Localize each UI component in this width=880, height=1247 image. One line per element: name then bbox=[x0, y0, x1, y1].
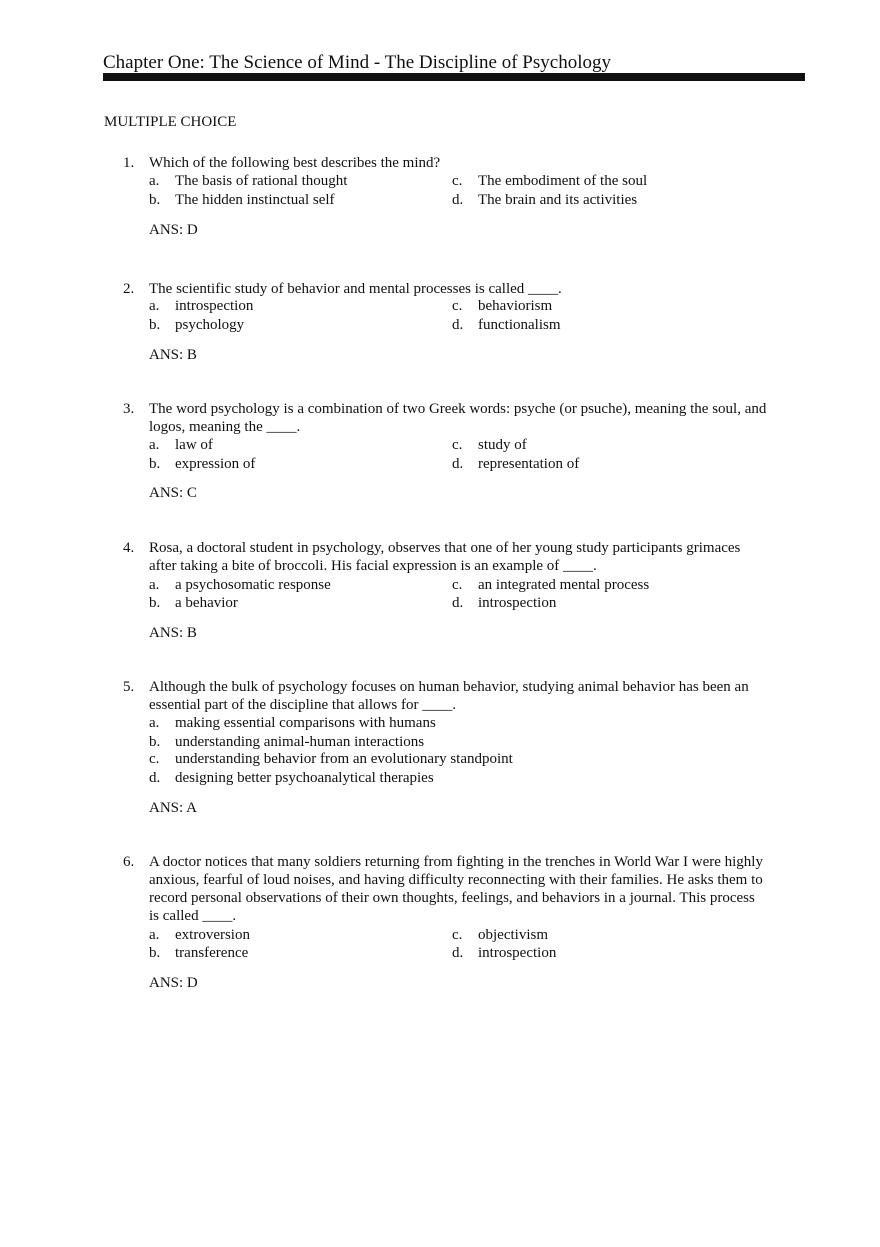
question-text-line: A doctor notices that many soldiers returning from fighting in the trenches in World War I were highly bbox=[149, 854, 763, 870]
answer-key: ANS: A bbox=[149, 800, 197, 816]
option-letter: b. bbox=[149, 317, 161, 333]
option-letter: b. bbox=[149, 595, 161, 611]
option-text: law of bbox=[175, 437, 213, 453]
question-text bbox=[149, 853, 809, 925]
option-letter: d. bbox=[452, 456, 464, 472]
option-text: expression of bbox=[175, 456, 256, 472]
option-letter: c. bbox=[452, 577, 463, 593]
option-letter: a. bbox=[149, 437, 160, 453]
answer-key: ANS: B bbox=[149, 625, 197, 641]
question-number: 5. bbox=[123, 679, 135, 695]
option-text: transference bbox=[175, 945, 249, 961]
option-text: understanding animal-human interactions bbox=[175, 734, 425, 750]
option-text: functionalism bbox=[478, 317, 561, 333]
option-text: extroversion bbox=[175, 927, 250, 943]
question-text-line: after taking a bite of broccoli. His facial expression is an example of ____. bbox=[149, 558, 597, 574]
answer-key: ANS: B bbox=[149, 347, 197, 363]
option-text: behaviorism bbox=[478, 298, 553, 314]
option-text: making essential comparisons with humans bbox=[175, 715, 436, 731]
header-rule bbox=[103, 73, 805, 81]
option-letter: b. bbox=[149, 456, 161, 472]
answer-key: ANS: D bbox=[149, 222, 198, 238]
question-text-line: Although the bulk of psychology focuses on human behavior, studying animal behavior has been an bbox=[149, 679, 749, 695]
question-text bbox=[149, 539, 809, 575]
option-letter: d. bbox=[149, 770, 161, 786]
option-letter: b. bbox=[149, 945, 161, 961]
section-heading: MULTIPLE CHOICE bbox=[104, 114, 237, 130]
question-text-line: The scientific study of behavior and mental processes is called ____. bbox=[149, 281, 562, 297]
option-letter: a. bbox=[149, 715, 160, 731]
option-text: The basis of rational thought bbox=[175, 173, 348, 189]
option-text: representation of bbox=[478, 456, 580, 472]
question-number: 3. bbox=[123, 401, 135, 417]
option-letter: c. bbox=[452, 927, 463, 943]
option-text: an integrated mental process bbox=[478, 577, 650, 593]
option-text: understanding behavior from an evolutionary standpoint bbox=[175, 751, 513, 767]
question-text bbox=[149, 678, 809, 714]
option-letter: a. bbox=[149, 298, 160, 314]
option-text: study of bbox=[478, 437, 527, 453]
question-number: 1. bbox=[123, 155, 135, 171]
question-text-line: Which of the following best describes the mind? bbox=[149, 155, 441, 171]
option-text: The embodiment of the soul bbox=[478, 173, 648, 189]
question-text bbox=[149, 280, 809, 298]
option-letter: b. bbox=[149, 192, 161, 208]
option-text: introspection bbox=[478, 595, 557, 611]
option-letter: c. bbox=[452, 173, 463, 189]
option-letter: d. bbox=[452, 595, 464, 611]
answer-key: ANS: D bbox=[149, 975, 198, 991]
question-number: 4. bbox=[123, 540, 135, 556]
page-header-title: Chapter One: The Science of Mind - The Discipline of Psychology bbox=[103, 52, 611, 73]
question-number: 6. bbox=[123, 854, 135, 870]
option-text: introspection bbox=[478, 945, 557, 961]
option-text: objectivism bbox=[478, 927, 548, 943]
question-text-line: Rosa, a doctoral student in psychology, observes that one of her young study participants grimaces bbox=[149, 540, 741, 556]
option-text: a behavior bbox=[175, 595, 238, 611]
option-letter: a. bbox=[149, 577, 160, 593]
answer-key: ANS: C bbox=[149, 485, 197, 501]
option-text: The hidden instinctual self bbox=[175, 192, 335, 208]
question-number: 2. bbox=[123, 281, 135, 297]
question-text-line: anxious, fearful of loud noises, and having difficulty reconnecting with their families. He asks them to bbox=[149, 872, 763, 888]
option-letter: a. bbox=[149, 927, 160, 943]
option-text: psychology bbox=[175, 317, 245, 333]
question-text-line: logos, meaning the ____. bbox=[149, 419, 301, 435]
question-text bbox=[149, 400, 809, 436]
option-letter: d. bbox=[452, 945, 464, 961]
option-letter: c. bbox=[452, 437, 463, 453]
option-text: designing better psychoanalytical therapies bbox=[175, 770, 434, 786]
option-letter: c. bbox=[452, 298, 463, 314]
question-text-line: is called ____. bbox=[149, 908, 237, 924]
option-letter: b. bbox=[149, 734, 161, 750]
question-text-line: essential part of the discipline that allows for ____. bbox=[149, 697, 457, 713]
question-text-line: The word psychology is a combination of two Greek words: psyche (or psuche), meaning the soul, and bbox=[149, 401, 767, 417]
option-letter: d. bbox=[452, 317, 464, 333]
question-text-line: record personal observations of their own thoughts, feelings, and behaviors in a journal. This process bbox=[149, 890, 755, 906]
question-text bbox=[149, 154, 809, 172]
option-letter: c. bbox=[149, 751, 160, 767]
option-text: a psychosomatic response bbox=[175, 577, 331, 593]
option-letter: d. bbox=[452, 192, 464, 208]
option-letter: a. bbox=[149, 173, 160, 189]
option-text: introspection bbox=[175, 298, 254, 314]
option-text: The brain and its activities bbox=[478, 192, 638, 208]
